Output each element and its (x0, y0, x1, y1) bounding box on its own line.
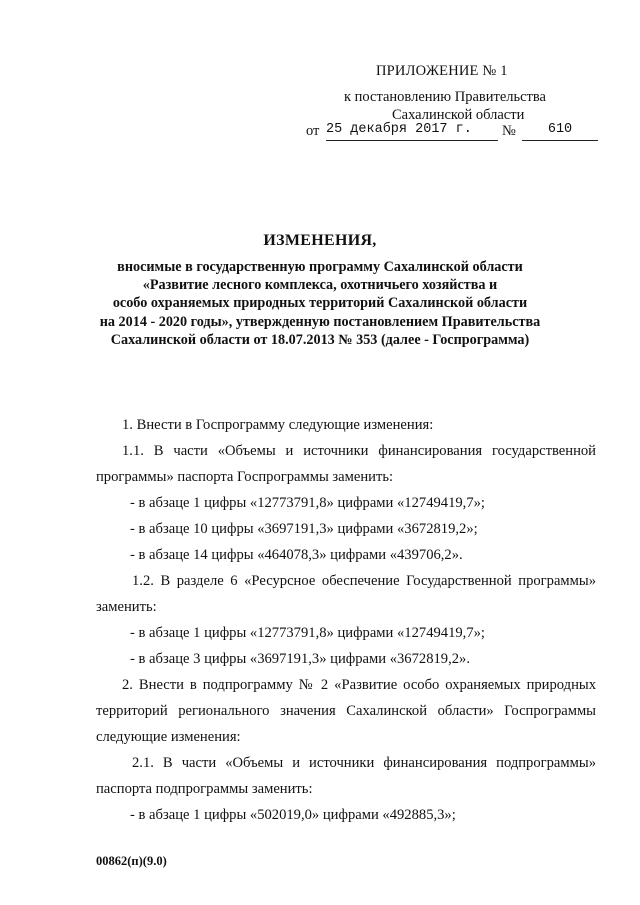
appendix-title: ПРИЛОЖЕНИЕ № 1 (376, 63, 508, 79)
document-code: 00862(п)(9.0) (96, 854, 167, 868)
paragraph-line: 1.2. В разделе 6 «Ресурсное обеспечение Государственной программы» (132, 573, 596, 589)
subtitle-line: «Развитие лесного комплекса, охотничьего хозяйства и (142, 277, 498, 294)
paragraph-line: 1.1. В части «Объемы и источники финансирования государственной (122, 443, 596, 459)
paragraph-line: - в абзаце 3 цифры «3697191,3» цифрами «3672819,2». (130, 651, 470, 667)
paragraph-line: заменить: (96, 599, 157, 615)
paragraph-line: - в абзаце 1 цифры «12773791,8» цифрами «12749419,7»; (130, 495, 485, 511)
subtitle-line: особо охраняемых природных территорий Сахалинской области (112, 295, 528, 312)
decree-date-row (306, 122, 606, 142)
subtitle-line: на 2014 - 2020 годы», утвержденную постановлением Правительства (99, 313, 541, 330)
subtitle-line: Сахалинской области от 18.07.2013 № 353 (далее - Госпрограмма) (110, 331, 530, 348)
paragraph-line: - в абзаце 14 цифры «464078,3» цифрами «439706,2». (130, 547, 463, 563)
paragraph-line: программы» паспорта Госпрограммы заменить: (96, 469, 394, 485)
paragraph-line: паспорта подпрограммы заменить: (96, 781, 313, 797)
paragraph-line: 1. Внести в Госпрограмму следующие изменения: (122, 417, 434, 433)
decree-number: 610 (522, 122, 598, 141)
document-subtitle (60, 258, 580, 349)
appendix-reference-line2: Сахалинской области (392, 107, 525, 123)
paragraph-line: 2. Внести в подпрограмму № 2 «Развитие особо охраняемых природных (122, 677, 596, 693)
decree-date: 25 декабря 2017 г. (326, 122, 498, 141)
paragraph-line: - в абзаце 1 цифры «12773791,8» цифрами «12749419,7»; (130, 625, 485, 641)
paragraph-line: 2.1. В части «Объемы и источники финансирования подпрограммы» (132, 755, 596, 771)
paragraph-line: территорий регионального значения Сахалинской области» Госпрограммы (96, 703, 596, 719)
paragraph-line: - в абзаце 1 цифры «502019,0» цифрами «492885,3»; (130, 807, 456, 823)
number-label: № (502, 123, 516, 139)
paragraph-line: следующие изменения: (96, 729, 241, 745)
paragraph-line: - в абзаце 10 цифры «3697191,3» цифрами «3672819,2»; (130, 521, 478, 537)
appendix-reference-line1: к постановлению Правительства (344, 89, 546, 105)
from-label: от (306, 123, 320, 139)
subtitle-line: вносимые в государственную программу Сахалинской области (117, 259, 523, 275)
document-title: ИЗМЕНЕНИЯ, (263, 232, 377, 249)
